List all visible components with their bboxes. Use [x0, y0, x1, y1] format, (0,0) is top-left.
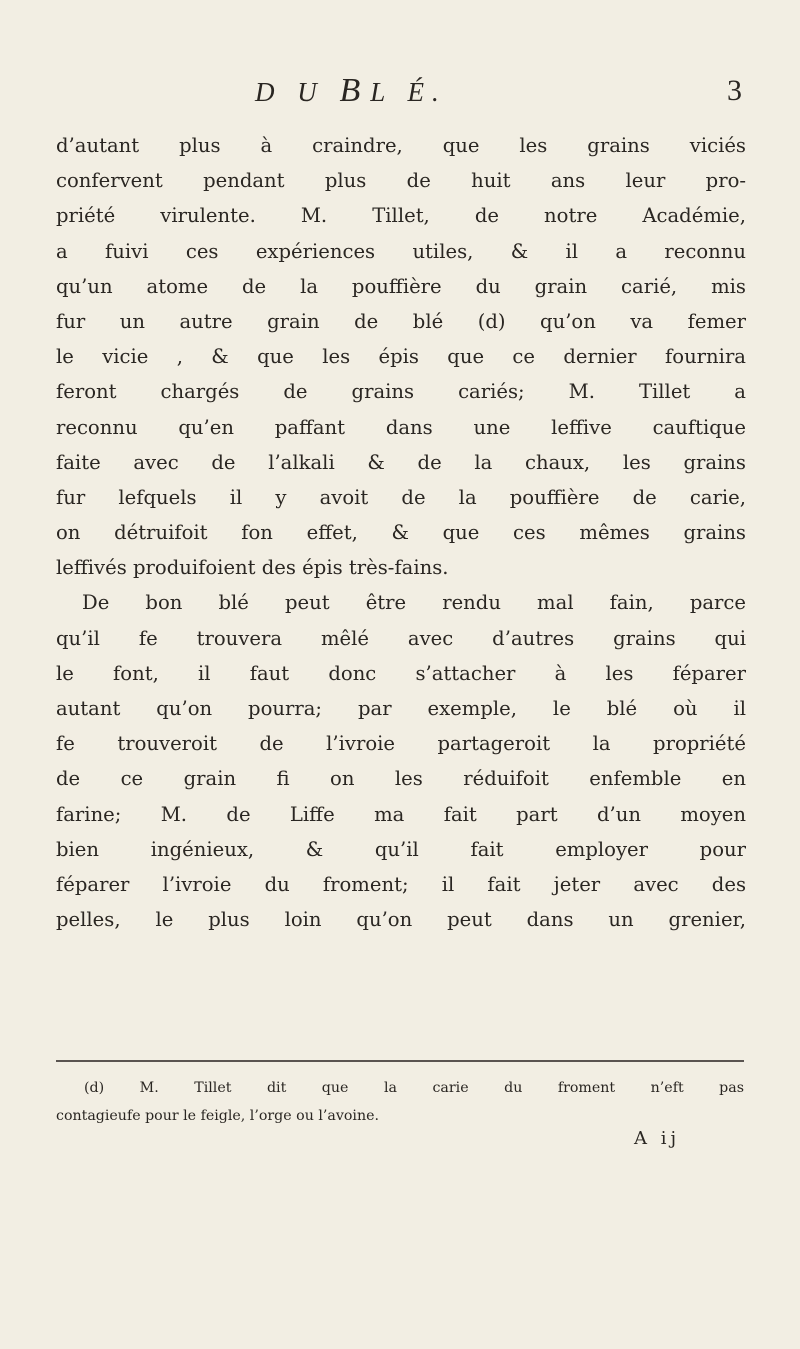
footnote [56, 1074, 744, 1130]
text-line: le font, il faut donc s’attacher à les féparer [56, 661, 746, 685]
footnote-rule [56, 1060, 744, 1062]
running-head-ble-rest: L É. [370, 77, 447, 107]
text-line: le vicie , & que les épis que ce dernier fournira [56, 345, 746, 369]
footnote-line: (d) M. Tillet dit que la carie du froment n’eft pas [84, 1080, 744, 1096]
text-line: feront chargés de grains cariés; M. Tillet a [56, 380, 746, 404]
signature-mark: A ij [634, 1128, 681, 1149]
text-line: De bon blé peut être rendu mal fain, parce [82, 591, 746, 615]
text-line: qu’un atome de la pouffière du grain carié, mis [56, 274, 746, 298]
text-line: de ce grain fi on les réduifoit enfemble en [56, 767, 746, 791]
text-line: confervent pendant plus de huit ans leur pro- [56, 169, 746, 193]
text-line: priété virulente. M. Tillet, de notre Académie, [56, 204, 746, 228]
text-line: on détruifoit fon effet, & que ces mêmes grains [56, 521, 746, 545]
text-line: d’autant plus à craindre, que les grains viciés [56, 134, 746, 157]
text-line: reconnu qu’en paffant dans une leffive cauftique [56, 415, 746, 439]
text-line: qu’il fe trouvera mêlé avec d’autres grains qui [56, 626, 746, 650]
text-line: autant qu’on pourra; par exemple, le blé où il [56, 697, 746, 720]
text-line: fur un autre grain de blé (d) qu’on va femer [56, 309, 746, 333]
text-line: farine; M. de Liffe ma fait part d’un moyen [56, 802, 746, 826]
running-head [255, 72, 595, 110]
text-line: leffivés produifoient des épis très-fains. [56, 556, 449, 580]
text-line: bien ingénieux, & qu’il fait employer pour [56, 837, 746, 861]
running-head-ble-initial: B [339, 72, 371, 109]
text-line: fe trouveroit de l’ivroie partageroit la propriété [56, 732, 746, 756]
text-line: faite avec de l’alkali & de la chaux, les grains [56, 450, 746, 474]
text-line: a fuivi ces expériences utiles, & il a reconnu [56, 239, 746, 263]
footnote-line: contagieufe pour le feigle, l’orge ou l’avoine. [56, 1108, 380, 1124]
text-line: féparer l’ivroie du froment; il fait jeter avec des [56, 872, 746, 896]
running-head-du: D U [255, 77, 325, 107]
text-line: fur lefquels il y avoit de la pouffière de carie, [56, 485, 746, 509]
text-line: pelles, le plus loin qu’on peut dans un grenier, [56, 908, 746, 932]
page-number: 3 [727, 74, 742, 107]
body-text [56, 128, 746, 937]
